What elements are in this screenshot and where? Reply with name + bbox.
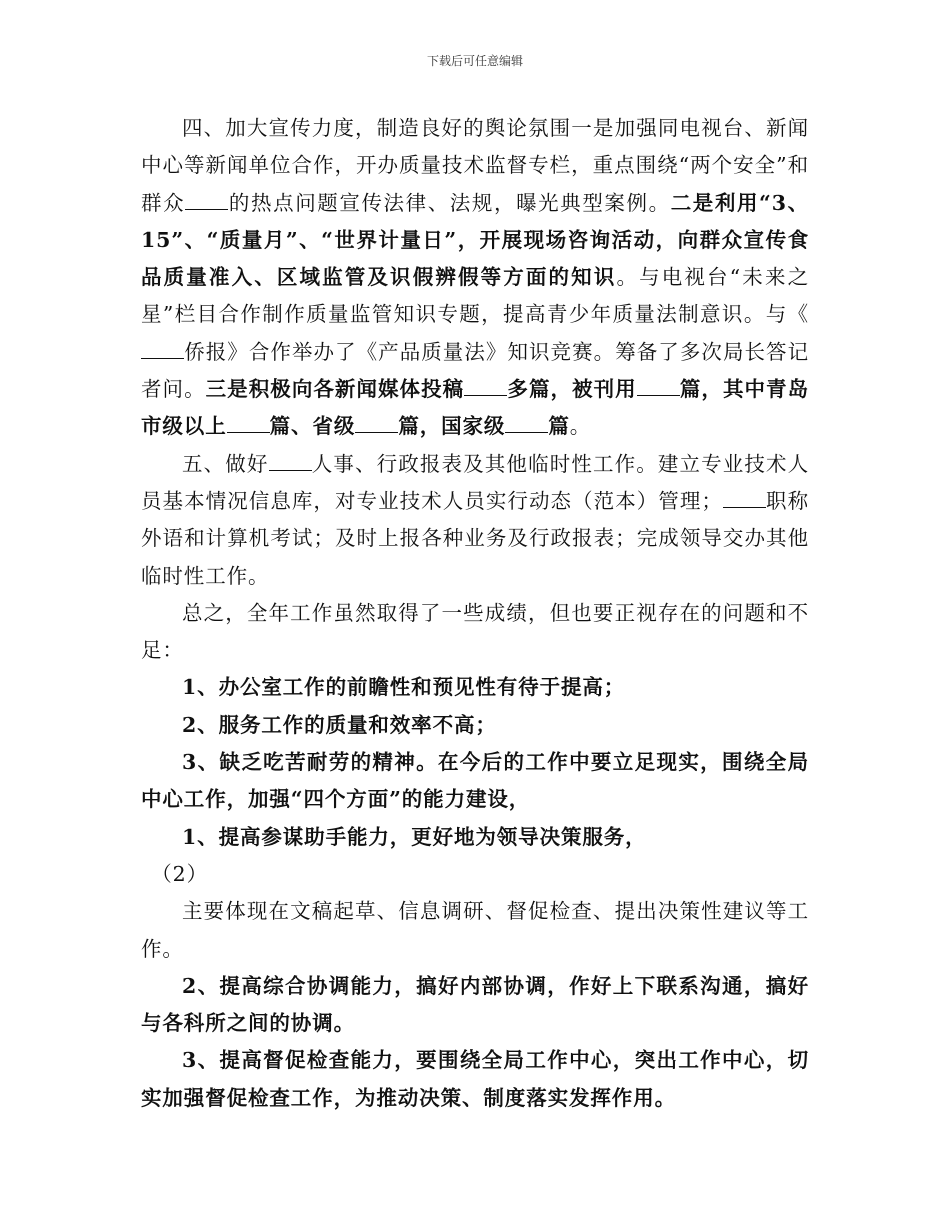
bold-text-segment: 三是积极向各新闻媒体投稿 bbox=[205, 377, 465, 402]
blank-field bbox=[355, 431, 398, 433]
text-segment: 五、做好 bbox=[182, 451, 269, 476]
document-body bbox=[141, 110, 809, 1117]
bold-text-segment: 篇，国家级 bbox=[398, 414, 506, 439]
blank-field bbox=[269, 469, 312, 471]
bold-text-segment: 篇、省级 bbox=[269, 414, 356, 439]
bold-text-segment: 篇，其中青岛市级以上 bbox=[141, 377, 809, 439]
capability-item-2: 2、提高综合协调能力，搞好内部协调，作好上下联系沟通，搞好与各科所之间的协调。 bbox=[141, 973, 809, 1036]
text-segment: 四、加大宣传力度，制造良好的舆论氛围一是加强同电视台、新闻中心等新闻单位合作，开办质量技术监督专栏，重点围绕“两个安全”和群众 bbox=[141, 116, 809, 215]
paragraph-summary: 总之，全年工作虽然取得了一些成绩，但也要正视存在的问题和不足： bbox=[141, 600, 809, 663]
blank-field bbox=[185, 208, 228, 210]
bold-text-segment: 多篇，被刊用 bbox=[507, 377, 637, 402]
problem-item-2: 2、服务工作的质量和效率不高； bbox=[182, 712, 497, 737]
problem-item-3: 3、缺乏吃苦耐劳的精神。在今后的工作中要立足现实，围绕全局中心工作，加强“四个方面”的能力建设， bbox=[141, 750, 809, 812]
blank-field bbox=[637, 394, 680, 396]
blank-field bbox=[723, 506, 766, 508]
sub-number: （2） bbox=[151, 861, 208, 886]
text-segment: 。与电视台“未来之星”栏目合作制作质量监管知识专题，提高青少年质量法制意识。与《 bbox=[141, 265, 809, 327]
capability-item-1: 1、提高参谋助手能力，更好地为领导决策服务， bbox=[182, 824, 647, 849]
blank-field bbox=[464, 394, 507, 396]
paragraph-details: 主要体现在文稿起草、信息调研、督促检查、提出决策性建议等工作。 bbox=[141, 899, 809, 961]
bold-text-segment: 二是利用“3、15”、“质量月”、“世界计量日”，开展现场咨询活动，向群众宣传食品质量准入、区域监管及识假辨假等方面的知识 bbox=[141, 190, 810, 290]
text-segment: 的热点问题宣传法律、法规，曝光典型案例。 bbox=[228, 190, 671, 215]
page-header: 下载后可任意编辑 bbox=[426, 54, 523, 68]
text-segment: 人事、行政报表及其他临时性工作。建立专业技术人员基本情况信息库，对专业技术人员实行动态（范本）管理； bbox=[141, 451, 809, 513]
blank-field bbox=[505, 431, 548, 433]
text-segment: 侨报》合作举办了《产品质量法》知识竞赛。筹备了多次局长答记者问。 bbox=[141, 339, 809, 402]
text-segment: 职称外语和计算机考试；及时上报各种业务及行政报表；完成领导交办其他临时性工作。 bbox=[141, 488, 809, 588]
blank-field bbox=[227, 431, 270, 433]
paragraph-publicity bbox=[141, 110, 809, 446]
problem-item-1: 1、办公室工作的前瞻性和预见性有待于提高； bbox=[182, 675, 626, 700]
capability-item-3: 3、提高督促检查能力，要围绕全局工作中心，突出工作中心，切实加强督促检查工作，为推动决策、制度落实发挥作用。 bbox=[141, 1048, 809, 1110]
paragraph-admin-work bbox=[141, 446, 809, 595]
blank-field bbox=[141, 357, 184, 359]
bold-text-segment: 篇 bbox=[548, 414, 570, 439]
text-segment: 。 bbox=[569, 414, 592, 439]
